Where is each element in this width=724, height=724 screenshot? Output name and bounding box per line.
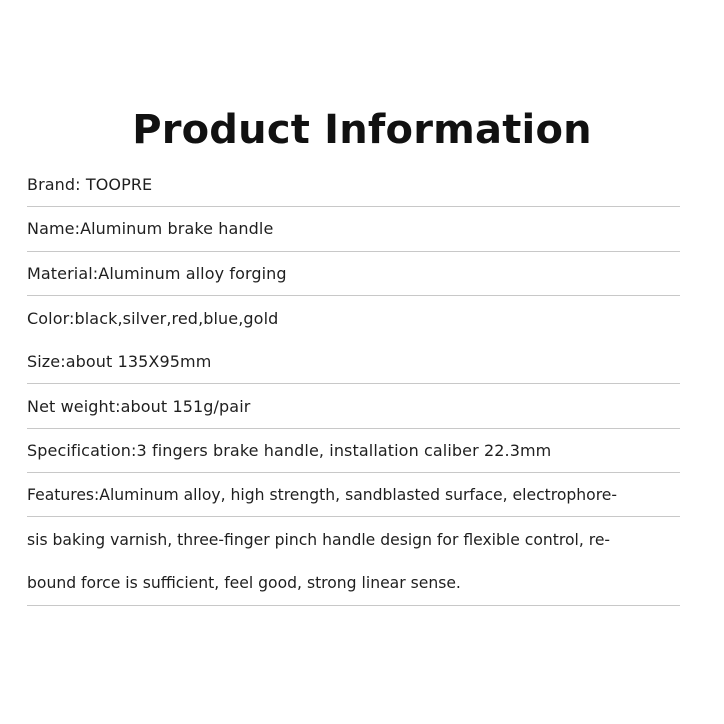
info-text-net-weight: Net weight:about 151g/pair [27, 396, 251, 416]
info-row-features-2 [27, 517, 680, 561]
info-text-features-3: bound force is sufficient, feel good, strong linear sense. [27, 574, 461, 593]
info-text-size: Size:about 135X95mm [27, 352, 212, 372]
info-text-features-2: sis baking varnish, three-finger pinch handle design for flexible control, re- [27, 530, 611, 549]
info-text-material: Material:Aluminum alloy forging [27, 263, 287, 283]
info-row-brand [27, 163, 680, 207]
info-row-net-weight [27, 384, 680, 428]
info-row-material [27, 252, 680, 296]
info-row-size [27, 340, 680, 384]
info-row-features-1 [27, 473, 680, 517]
info-text-name: Name:Aluminum brake handle [27, 219, 274, 239]
info-text-brand: Brand: TOOPRE [27, 175, 153, 195]
info-text-specification: Specification:3 fingers brake handle, installation caliber 22.3mm [27, 440, 552, 460]
product-info-list [27, 163, 680, 606]
page-title: Product Information [132, 107, 592, 153]
info-row-features-3 [27, 562, 680, 606]
info-text-color: Color:black,silver,red,blue,gold [27, 308, 279, 328]
info-row-name [27, 207, 680, 251]
info-row-color [27, 296, 680, 340]
info-text-features-1: Features:Aluminum alloy, high strength, sandblasted surface, electrophore- [27, 485, 617, 504]
info-row-specification [27, 429, 680, 473]
